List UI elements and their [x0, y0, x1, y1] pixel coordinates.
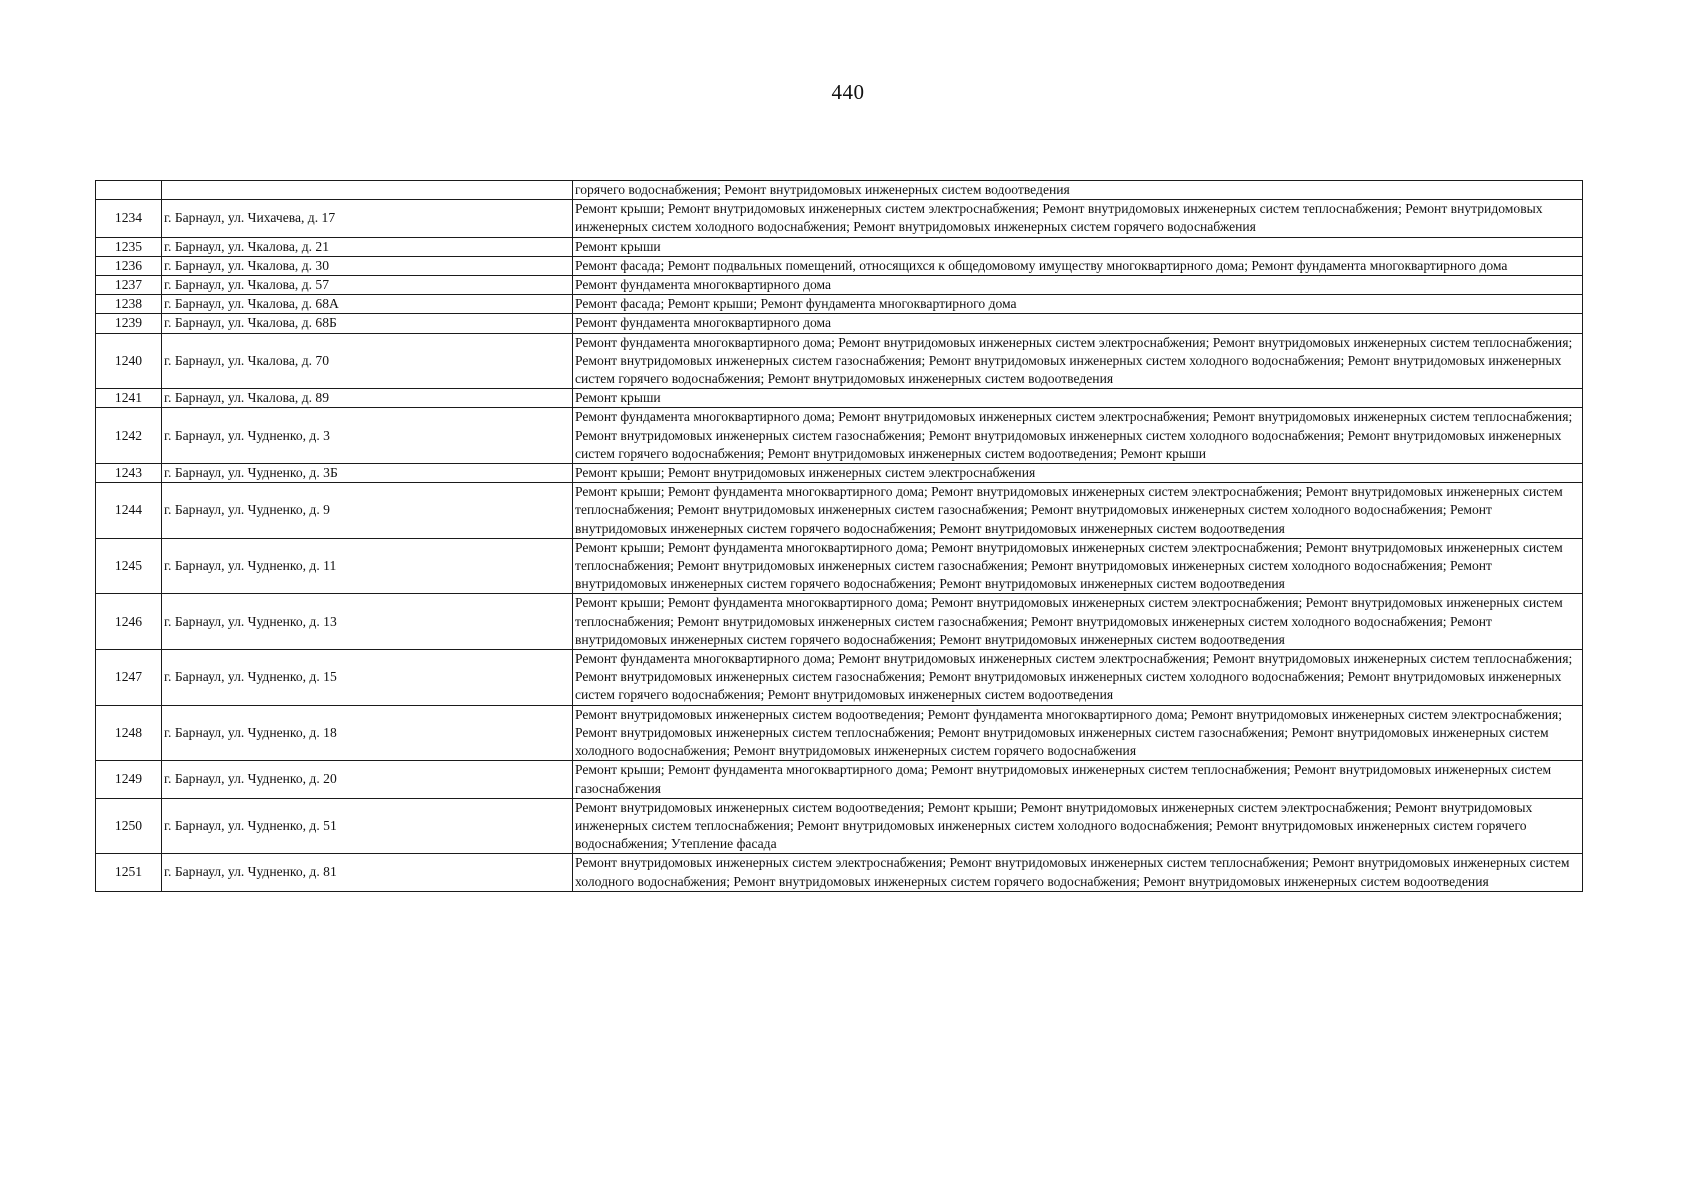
buildings-table-body: [96, 181, 1583, 892]
row-number: 1241: [96, 389, 162, 408]
row-number: 1240: [96, 333, 162, 389]
row-address: г. Барнаул, ул. Чудненко, д. 9: [162, 483, 573, 539]
row-works: Ремонт крыши; Ремонт фундамента многоквартирного дома; Ремонт внутридомовых инженерных систем электроснабжения; Ремонт внутридомовых инженерных систем теплоснабжения; Ремонт внутридомовых инженерных систем газоснабжения; Ремонт внутридомовых инженерных систем холодного водоснабжения; Ремонт внутридомовых инженерных систем горячего водоснабжения; Ремонт внутридомовых инженерных систем водоотведения: [573, 483, 1583, 539]
table-row: [96, 594, 1583, 650]
row-number: 1237: [96, 276, 162, 295]
row-address: г. Барнаул, ул. Чудненко, д. 81: [162, 854, 573, 891]
row-works: Ремонт фасада; Ремонт подвальных помещений, относящихся к общедомовому имуществу многоквартирного дома; Ремонт фундамента многоквартирного дома: [573, 256, 1583, 275]
row-works: Ремонт фасада; Ремонт крыши; Ремонт фундамента многоквартирного дома: [573, 295, 1583, 314]
row-number: 1245: [96, 538, 162, 594]
table-row: [96, 483, 1583, 539]
table-row: [96, 761, 1583, 798]
row-address: [162, 181, 573, 200]
table-row: [96, 389, 1583, 408]
row-works: Ремонт фундамента многоквартирного дома; Ремонт внутридомовых инженерных систем электроснабжения; Ремонт внутридомовых инженерных систем теплоснабжения; Ремонт внутридомовых инженерных систем газоснабжения; Ремонт внутридомовых инженерных систем холодного водоснабжения; Ремонт внутридомовых инженерных систем горячего водоснабжения; Ремонт внутридомовых инженерных систем водоотведения: [573, 650, 1583, 706]
table-row: [96, 705, 1583, 761]
row-address: г. Барнаул, ул. Чудненко, д. 13: [162, 594, 573, 650]
row-works: Ремонт крыши: [573, 237, 1583, 256]
row-works: Ремонт фундамента многоквартирного дома: [573, 314, 1583, 333]
row-address: г. Барнаул, ул. Чкалова, д. 70: [162, 333, 573, 389]
page-number: 440: [831, 80, 865, 104]
row-address: г. Барнаул, ул. Чудненко, д. 18: [162, 705, 573, 761]
row-number: 1249: [96, 761, 162, 798]
table-row: [96, 798, 1583, 854]
row-address: г. Барнаул, ул. Чкалова, д. 21: [162, 237, 573, 256]
row-number: [96, 181, 162, 200]
row-address: г. Барнаул, ул. Чкалова, д. 30: [162, 256, 573, 275]
row-address: г. Барнаул, ул. Чкалова, д. 68Б: [162, 314, 573, 333]
row-works: Ремонт внутридомовых инженерных систем водоотведения; Ремонт крыши; Ремонт внутридомовых инженерных систем электроснабжения; Ремонт внутридомовых инженерных систем теплоснабжения; Ремонт внутридомовых инженерных систем холодного водоснабжения; Ремонт внутридомовых инженерных систем горячего водоснабжения; Утепление фасада: [573, 798, 1583, 854]
row-works: Ремонт крыши; Ремонт фундамента многоквартирного дома; Ремонт внутридомовых инженерных систем электроснабжения; Ремонт внутридомовых инженерных систем теплоснабжения; Ремонт внутридомовых инженерных систем газоснабжения; Ремонт внутридомовых инженерных систем холодного водоснабжения; Ремонт внутридомовых инженерных систем горячего водоснабжения; Ремонт внутридомовых инженерных систем водоотведения: [573, 538, 1583, 594]
row-number: 1247: [96, 650, 162, 706]
row-address: г. Барнаул, ул. Чудненко, д. 51: [162, 798, 573, 854]
row-number: 1235: [96, 237, 162, 256]
row-works: Ремонт внутридомовых инженерных систем водоотведения; Ремонт фундамента многоквартирного дома; Ремонт внутридомовых инженерных систем электроснабжения; Ремонт внутридомовых инженерных систем теплоснабжения; Ремонт внутридомовых инженерных систем газоснабжения; Ремонт внутридомовых инженерных систем холодного водоснабжения; Ремонт внутридомовых инженерных систем горячего водоснабжения: [573, 705, 1583, 761]
row-works: Ремонт крыши; Ремонт внутридомовых инженерных систем электроснабжения: [573, 464, 1583, 483]
row-works: Ремонт фундамента многоквартирного дома: [573, 276, 1583, 295]
row-number: 1236: [96, 256, 162, 275]
row-number: 1248: [96, 705, 162, 761]
table-row: [96, 333, 1583, 389]
row-number: 1234: [96, 200, 162, 237]
row-address: г. Барнаул, ул. Чудненко, д. 20: [162, 761, 573, 798]
table-row: [96, 314, 1583, 333]
row-number: 1238: [96, 295, 162, 314]
table-row: [96, 538, 1583, 594]
row-works: Ремонт крыши; Ремонт фундамента многоквартирного дома; Ремонт внутридомовых инженерных систем теплоснабжения; Ремонт внутридомовых инженерных систем газоснабжения: [573, 761, 1583, 798]
table-row: [96, 854, 1583, 891]
row-number: 1239: [96, 314, 162, 333]
row-address: г. Барнаул, ул. Чудненко, д. 3: [162, 408, 573, 464]
buildings-table: [95, 180, 1583, 892]
table-row-continuation: [96, 181, 1583, 200]
row-works: Ремонт фундамента многоквартирного дома; Ремонт внутридомовых инженерных систем электроснабжения; Ремонт внутридомовых инженерных систем теплоснабжения; Ремонт внутридомовых инженерных систем газоснабжения; Ремонт внутридомовых инженерных систем холодного водоснабжения; Ремонт внутридомовых инженерных систем горячего водоснабжения; Ремонт внутридомовых инженерных систем водоотведения; Ремонт крыши: [573, 408, 1583, 464]
row-address: г. Барнаул, ул. Чудненко, д. 3Б: [162, 464, 573, 483]
row-works: Ремонт крыши; Ремонт внутридомовых инженерных систем электроснабжения; Ремонт внутридомовых инженерных систем теплоснабжения; Ремонт внутридомовых инженерных систем холодного водоснабжения; Ремонт внутридомовых инженерных систем горячего водоснабжения: [573, 200, 1583, 237]
row-number: 1250: [96, 798, 162, 854]
row-address: г. Барнаул, ул. Чкалова, д. 89: [162, 389, 573, 408]
row-address: г. Барнаул, ул. Чкалова, д. 68А: [162, 295, 573, 314]
row-works: Ремонт крыши; Ремонт фундамента многоквартирного дома; Ремонт внутридомовых инженерных систем электроснабжения; Ремонт внутридомовых инженерных систем теплоснабжения; Ремонт внутридомовых инженерных систем газоснабжения; Ремонт внутридомовых инженерных систем холодного водоснабжения; Ремонт внутридомовых инженерных систем горячего водоснабжения; Ремонт внутридомовых инженерных систем водоотведения: [573, 594, 1583, 650]
table-row: [96, 650, 1583, 706]
row-number: 1246: [96, 594, 162, 650]
table-row: [96, 200, 1583, 237]
row-address: г. Барнаул, ул. Чихачева, д. 17: [162, 200, 573, 237]
table-row: [96, 464, 1583, 483]
row-works: Ремонт крыши: [573, 389, 1583, 408]
row-works: горячего водоснабжения; Ремонт внутридомовых инженерных систем водоотведения: [573, 181, 1583, 200]
row-number: 1242: [96, 408, 162, 464]
row-works: Ремонт внутридомовых инженерных систем электроснабжения; Ремонт внутридомовых инженерных систем теплоснабжения; Ремонт внутридомовых инженерных систем холодного водоснабжения; Ремонт внутридомовых инженерных систем горячего водоснабжения; Ремонт внутридомовых инженерных систем водоотведения: [573, 854, 1583, 891]
row-address: г. Барнаул, ул. Чудненко, д. 15: [162, 650, 573, 706]
row-address: г. Барнаул, ул. Чудненко, д. 11: [162, 538, 573, 594]
row-number: 1243: [96, 464, 162, 483]
table-row: [96, 237, 1583, 256]
table-row: [96, 276, 1583, 295]
table-row: [96, 408, 1583, 464]
row-address: г. Барнаул, ул. Чкалова, д. 57: [162, 276, 573, 295]
row-number: 1244: [96, 483, 162, 539]
row-number: 1251: [96, 854, 162, 891]
table-row: [96, 295, 1583, 314]
row-works: Ремонт фундамента многоквартирного дома; Ремонт внутридомовых инженерных систем электроснабжения; Ремонт внутридомовых инженерных систем теплоснабжения; Ремонт внутридомовых инженерных систем газоснабжения; Ремонт внутридомовых инженерных систем холодного водоснабжения; Ремонт внутридомовых инженерных систем горячего водоснабжения; Ремонт внутридомовых инженерных систем водоотведения: [573, 333, 1583, 389]
table-row: [96, 256, 1583, 275]
